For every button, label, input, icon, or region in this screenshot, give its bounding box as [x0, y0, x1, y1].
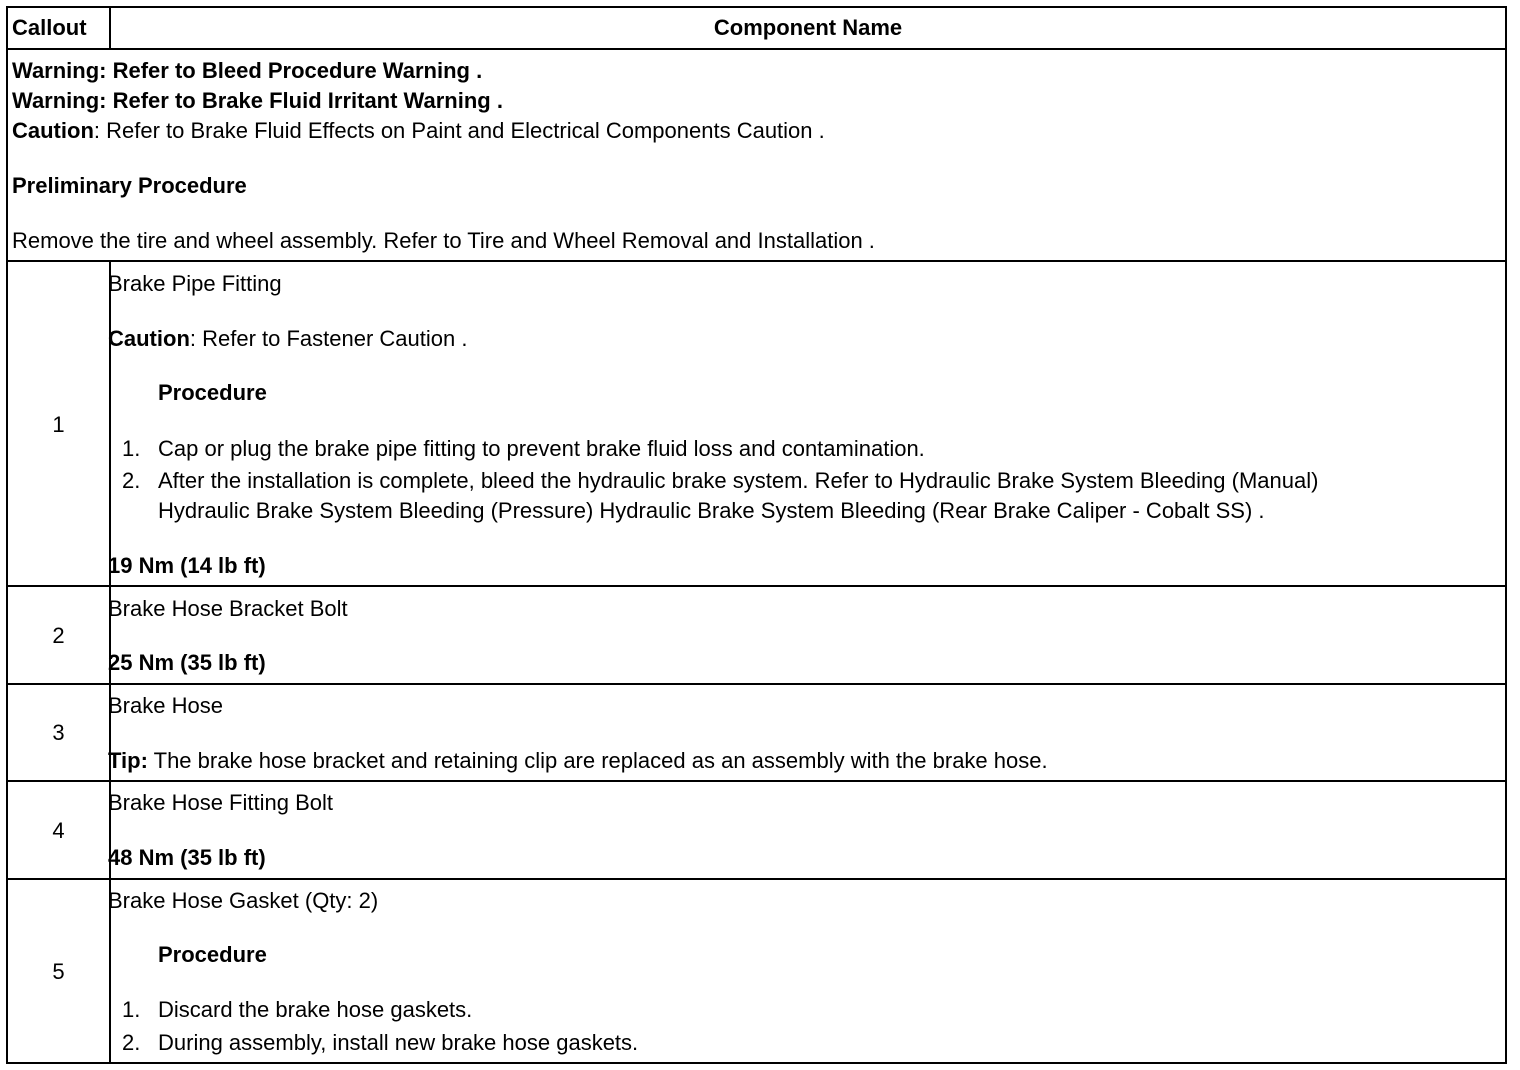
- header-component-name: Component Name: [713, 15, 903, 40]
- row-divider: [8, 780, 1505, 782]
- step-number: 1.: [122, 997, 141, 1022]
- component-name: Brake Hose Gasket (Qty: 2): [108, 888, 379, 913]
- step-text: After the installation is complete, bleed the hydraulic brake system. Refer to Hydraulic Brake System Bleeding (Manual): [158, 468, 1319, 493]
- step-number: 2.: [122, 1030, 141, 1055]
- procedure-heading: Procedure: [158, 380, 267, 405]
- procedure-heading: Procedure: [158, 942, 267, 967]
- row-divider: [8, 260, 1505, 262]
- component-table: [6, 6, 1507, 1064]
- component-name: Brake Hose Fitting Bolt: [108, 790, 333, 815]
- step-number: 2.: [122, 468, 141, 493]
- callout-number: 1: [52, 412, 65, 437]
- row-divider: [8, 878, 1505, 880]
- header-callout: Callout: [12, 15, 87, 40]
- torque-spec: 48 Nm (35 lb ft): [108, 845, 266, 870]
- step-text-continued: Hydraulic Brake System Bleeding (Pressure) Hydraulic Brake System Bleeding (Rear Brake Caliper - Cobalt SS) .: [158, 498, 1265, 523]
- torque-spec: 19 Nm (14 lb ft): [108, 553, 266, 578]
- component-name: Brake Hose Bracket Bolt: [108, 596, 348, 621]
- step-text: During assembly, install new brake hose gaskets.: [158, 1030, 639, 1055]
- step-text: Discard the brake hose gaskets.: [158, 997, 473, 1022]
- component-name: Brake Hose: [108, 693, 223, 718]
- callout-number: 3: [52, 720, 65, 745]
- component-name: Brake Pipe Fitting: [108, 271, 282, 296]
- callout-number: 5: [52, 959, 65, 984]
- torque-spec: 25 Nm (35 lb ft): [108, 650, 266, 675]
- row-divider: [8, 585, 1505, 587]
- caution-fastener: Caution: Refer to Fastener Caution .: [108, 326, 468, 351]
- warning-bleed: Warning: Refer to Bleed Procedure Warning .: [12, 58, 483, 83]
- header-divider: [8, 48, 1505, 50]
- callout-number: 2: [52, 623, 65, 648]
- row-divider: [8, 683, 1505, 685]
- callout-number: 4: [52, 818, 65, 843]
- warning-irritant: Warning: Refer to Brake Fluid Irritant Warning .: [12, 88, 503, 113]
- step-text: Cap or plug the brake pipe fitting to prevent brake fluid loss and contamination.: [158, 436, 925, 461]
- preliminary-heading: Preliminary Procedure: [12, 173, 247, 198]
- tip-text: Tip: The brake hose bracket and retaining clip are replaced as an assembly with the brake hose.: [108, 748, 1048, 773]
- step-number: 1.: [122, 436, 141, 461]
- preliminary-text: Remove the tire and wheel assembly. Refer to Tire and Wheel Removal and Installation .: [12, 228, 875, 253]
- caution-paint: Caution: Refer to Brake Fluid Effects on Paint and Electrical Components Caution .: [12, 118, 825, 143]
